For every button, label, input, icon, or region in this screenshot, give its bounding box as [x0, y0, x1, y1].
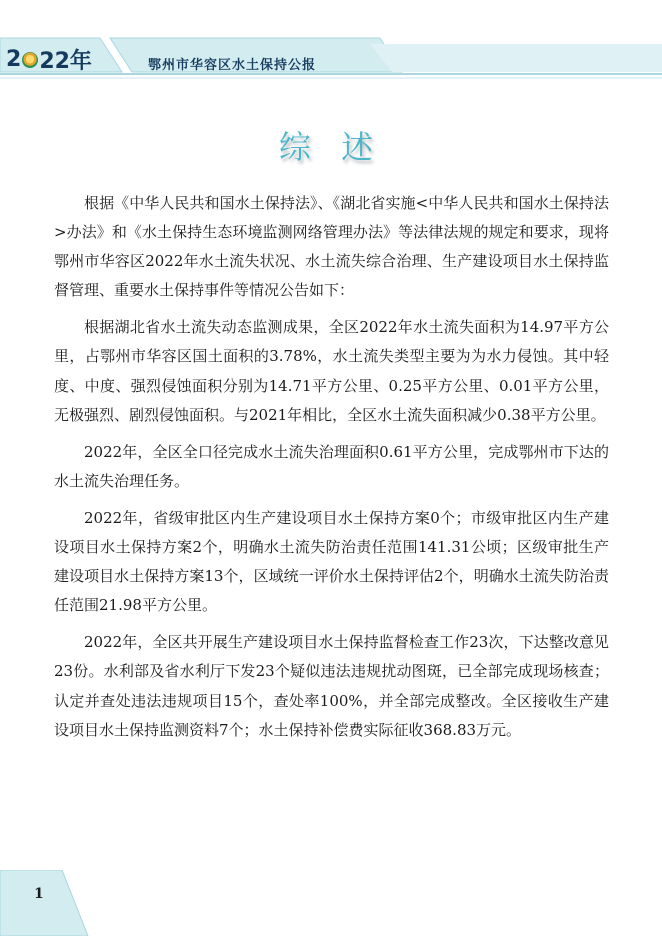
year-suffix: 22年	[39, 49, 92, 74]
paragraph: 根据湖北省水土流失动态监测成果，全区2022年水土流失面积为14.97平方公里，占鄂州市华容区国土面积的3.78%，水土流失类型主要为为水力侵蚀。其中轻度、中度、强烈侵蚀面积分别为14.71平方公里、0.25平方公里、0.01平方公里，无极强烈、剧烈侵蚀面积。与2021年相比，全区水土流失面积减少0.38平方公里。	[54, 318, 609, 424]
page-number: 1	[34, 886, 44, 902]
paragraph: 2022年，省级审批区内生产建设项目水土保持方案0个；市级审批区内生产建设项目水土保持方案2个，明确水土流失防治责任范围141.31公顷；区级审批生产建设项目水土保持方案13个，区域统一评价水土保持评估2个，明确水土流失防治责任范围21.98平方公里。	[54, 508, 609, 615]
paragraph: 根据《中华人民共和国水土保持法》、《湖北省实施<中华人民共和国水土保持法>办法》和《水土保持生态环境监测网络管理办法》等法律法规的规定和要求，现将鄂州市华容区2022年水土流失状况、水土流失综合治理、生产建设项目水土保持监督管理、重要水土保持事件等情况公告如下：	[54, 194, 609, 300]
paragraph: 2022年，全区共开展生产建设项目水土保持监督检查工作23次，下达整改意见23份。水利部及省水利厅下发23个疑似违法违规扰动图斑，已全部完成现场核查；认定并查处违法违规项目15个，查处率100%，并全部完成整改。全区接收生产建设项目水土保持监测资料7个；水土保持补偿费实际征收368.83万元。	[54, 633, 609, 739]
header-year	[6, 44, 92, 75]
section-heading: 综 述	[278, 128, 384, 166]
paragraph: 2022年，全区全口径完成水土流失治理面积0.61平方公里，完成鄂州市下达的水土流失治理任务。	[54, 442, 609, 490]
page-header	[0, 0, 662, 90]
report-title: 鄂州市华容区水土保持公报	[148, 58, 317, 73]
logo-seal-icon	[22, 52, 38, 68]
year-prefix: 2	[6, 47, 22, 72]
footer-tab	[0, 870, 100, 936]
body-text	[54, 189, 609, 753]
header-decoration	[0, 0, 662, 90]
